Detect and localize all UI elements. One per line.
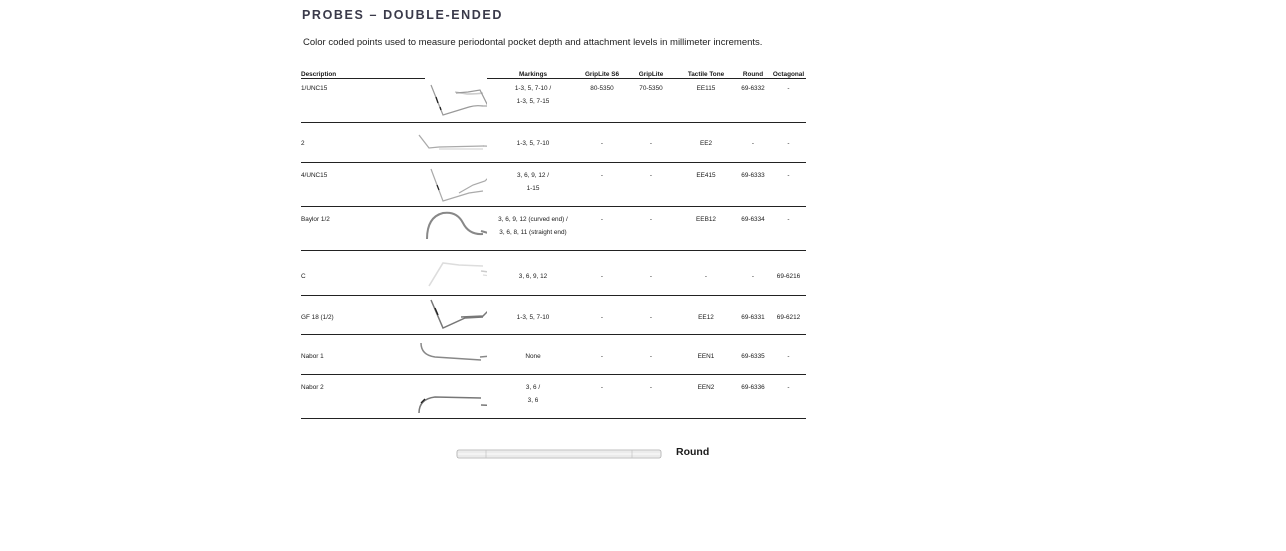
row-tactile-tone: EEN2 — [677, 375, 735, 419]
row-description: Nabor 1 — [301, 335, 359, 375]
row-markings — [487, 123, 579, 163]
row-griplite: 70-5350 — [625, 79, 677, 123]
header-griplite: GripLite — [625, 67, 677, 79]
row-round: 69-6331 — [735, 296, 771, 335]
probe-image-2 — [359, 123, 487, 163]
row-tactile-tone: EEB12 — [677, 207, 735, 251]
probe-image-gf18 — [359, 296, 487, 335]
row-round: 69-6332 — [735, 79, 771, 123]
header-tactile-tone: Tactile Tone — [677, 67, 735, 79]
row-griplite: - — [625, 123, 677, 163]
row-griplite-s6: - — [579, 296, 625, 335]
table-row — [301, 79, 806, 123]
row-octagonal: 69-6216 — [771, 251, 806, 296]
row-griplite: - — [625, 207, 677, 251]
markings-line-1: 1-3, 5, 7-10 — [516, 314, 550, 321]
table-row — [301, 296, 806, 335]
row-markings — [487, 163, 579, 207]
table-row — [301, 335, 806, 375]
row-griplite-s6: - — [579, 375, 625, 419]
row-octagonal: - — [771, 123, 806, 163]
markings-line-1: None — [525, 353, 541, 360]
markings-line-2: 3, 6 — [527, 397, 539, 404]
row-octagonal: 69-6212 — [771, 296, 806, 335]
table-header-row — [301, 67, 806, 79]
header-octagonal: Octagonal — [771, 67, 806, 79]
markings-line-1: 1-3, 5, 7-10 — [516, 140, 550, 147]
probe-image-nabor1 — [359, 335, 487, 375]
markings-line-2: 1-15 — [526, 185, 540, 192]
row-tactile-tone: EE115 — [677, 79, 735, 123]
row-tactile-tone: EE415 — [677, 163, 735, 207]
row-markings — [487, 251, 579, 296]
header-image-spacer — [359, 67, 425, 79]
row-griplite-s6: - — [579, 163, 625, 207]
row-description: 2 — [301, 123, 359, 163]
probe-image-c — [359, 251, 487, 296]
row-description: 1/UNC15 — [301, 79, 359, 123]
row-griplite-s6: - — [579, 335, 625, 375]
markings-line-1: 1-3, 5, 7-10 / — [514, 85, 552, 92]
row-round: 69-6335 — [735, 335, 771, 375]
row-griplite: - — [625, 163, 677, 207]
row-round: - — [735, 123, 771, 163]
markings-line-1: 3, 6, 9, 12 / — [517, 172, 549, 179]
row-griplite-s6: - — [579, 251, 625, 296]
markings-line-1: 3, 6 / — [525, 384, 541, 391]
table-row — [301, 123, 806, 163]
row-griplite: - — [625, 296, 677, 335]
row-round: - — [735, 251, 771, 296]
table-row — [301, 251, 806, 296]
row-octagonal: - — [771, 79, 806, 123]
header-image-gap — [425, 67, 487, 79]
row-griplite-s6: - — [579, 123, 625, 163]
row-griplite: - — [625, 335, 677, 375]
row-tactile-tone: EEN1 — [677, 335, 735, 375]
row-round: 69-6334 — [735, 207, 771, 251]
row-markings — [487, 207, 579, 251]
round-handle-label: Round — [676, 446, 710, 458]
row-round: 69-6333 — [735, 163, 771, 207]
table-row — [301, 207, 806, 251]
markings-line-2: 3, 6, 8, 11 (straight end) — [499, 229, 567, 236]
header-griplite-s6: GripLite S6 — [579, 67, 625, 79]
row-tactile-tone: - — [677, 251, 735, 296]
markings-line-1: 3, 6, 9, 12 (curved end) / — [498, 216, 568, 223]
table-row — [301, 375, 806, 419]
header-description: Description — [301, 67, 359, 79]
probe-image-unc15 — [359, 79, 487, 123]
row-griplite-s6: 80-5350 — [579, 79, 625, 123]
row-description: 4/UNC15 — [301, 163, 359, 207]
row-griplite: - — [625, 251, 677, 296]
markings-line-1: 3, 6, 9, 12 — [518, 273, 548, 280]
row-description: C — [301, 251, 359, 296]
row-description: Baylor 1/2 — [301, 207, 359, 251]
row-round: 69-6336 — [735, 375, 771, 419]
markings-line-2: 1-3, 5, 7-15 — [516, 98, 550, 105]
row-octagonal: - — [771, 163, 806, 207]
probes-table — [301, 67, 806, 419]
row-markings — [487, 335, 579, 375]
row-griplite: - — [625, 375, 677, 419]
probe-image-4unc15 — [359, 163, 487, 207]
probe-image-baylor — [359, 207, 487, 251]
row-description: GF 18 (1/2) — [301, 296, 359, 335]
row-tactile-tone: EE12 — [677, 296, 735, 335]
row-description: Nabor 2 — [301, 375, 359, 419]
row-markings — [487, 375, 579, 419]
row-octagonal: - — [771, 335, 806, 375]
header-markings: Markings — [487, 67, 579, 79]
row-griplite-s6: - — [579, 207, 625, 251]
intro-text: Color coded points used to measure periodontal pocket depth and attachment levels in millimeter increments. — [303, 37, 763, 48]
round-handle-image — [456, 447, 662, 466]
header-round: Round — [735, 67, 771, 79]
page-title: PROBES – DOUBLE-ENDED — [302, 8, 503, 22]
row-octagonal: - — [771, 375, 806, 419]
probe-image-nabor2 — [359, 375, 487, 419]
row-octagonal: - — [771, 207, 806, 251]
row-markings — [487, 79, 579, 123]
row-tactile-tone: EE2 — [677, 123, 735, 163]
table-row — [301, 163, 806, 207]
row-markings — [487, 296, 579, 335]
